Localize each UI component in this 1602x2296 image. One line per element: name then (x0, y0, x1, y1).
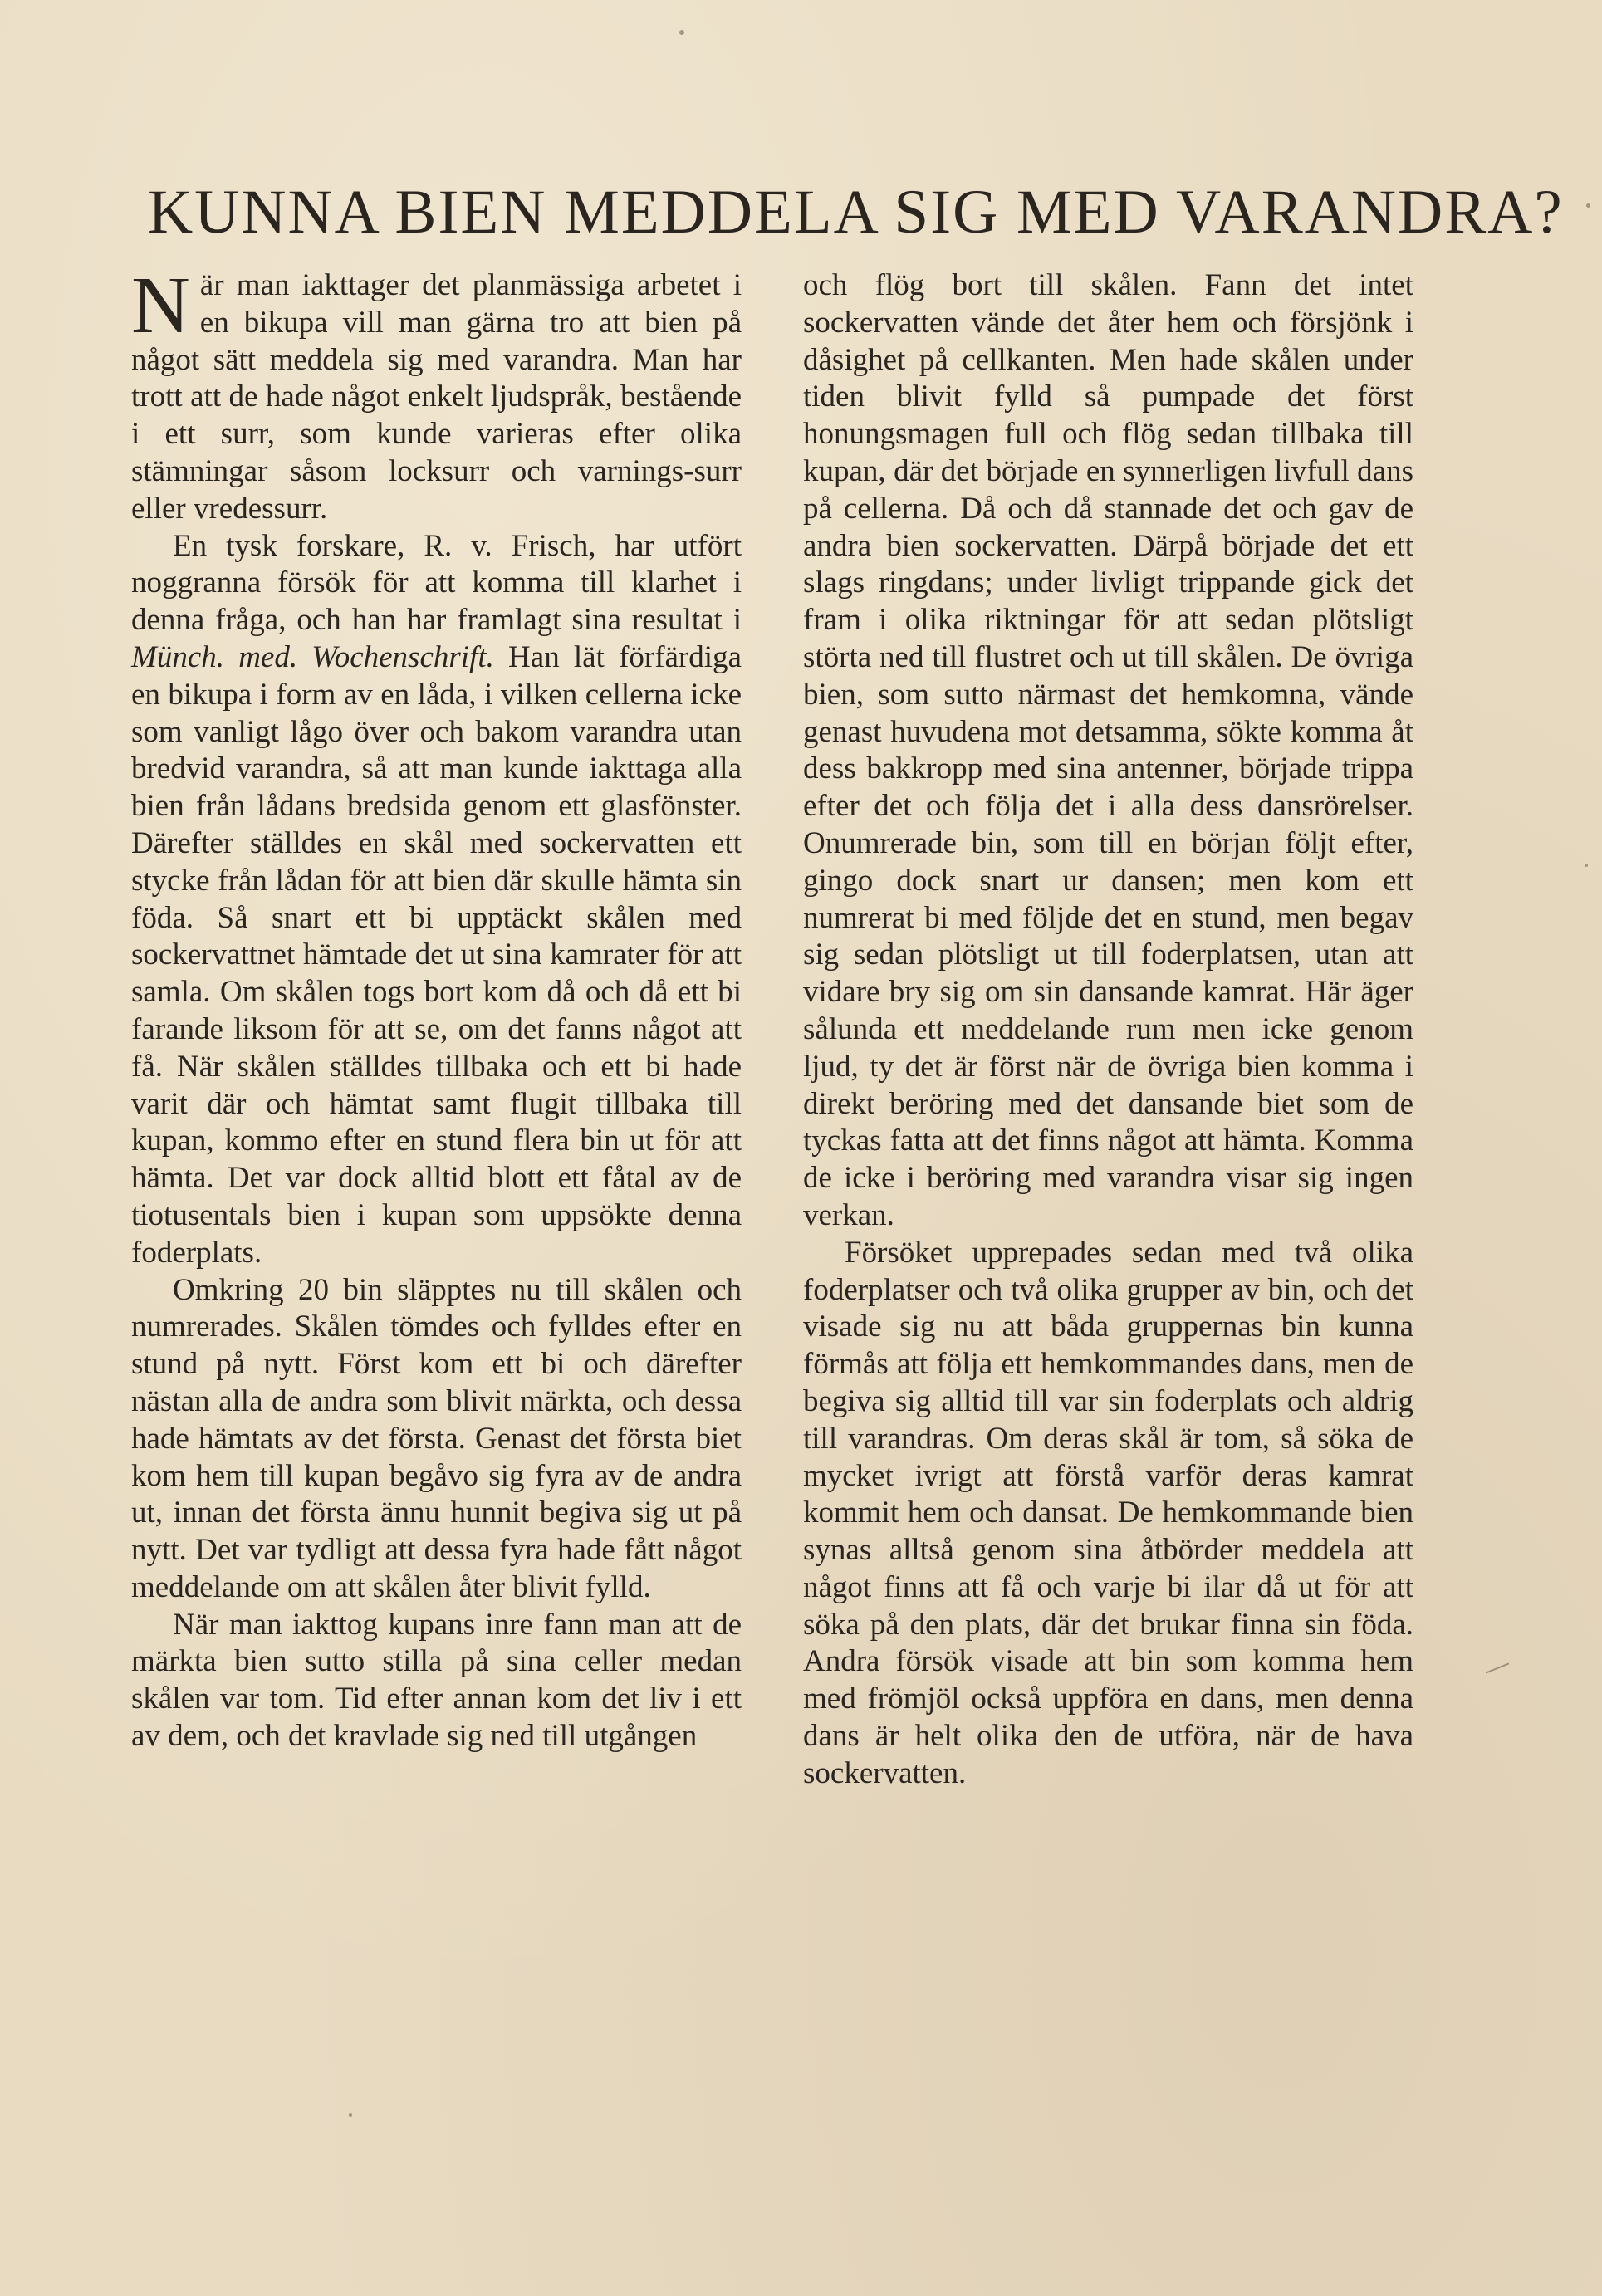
paragraph-5: och flög bort till skålen. Fann det intet sockervatten vände det åter hem och försjönk i dåsighet på cellkanten. Men hade skålen under tiden blivit fylld så pumpade det först honungsmagen full och flög sedan tillbaka till kupan, där det började en synnerligen livfull dans på cellerna. Då och då stannade det och gav de andra bien sockervatten. Därpå började det ett slags ringdans; under livligt trippande gick det fram i olika riktningar för att sedan plötsligt störta ned till flustret och ut till skålen. De övriga bien, som sutto närmast det hemkomna, vände genast huvudena mot detsamma, sökte komma åt dess bakkropp med sina antenner, började trippa efter det och följa det i alla dess dansrörelser. Onumrerade bin, som till en början följt efter, gingo dock snart ur dansen; men kom ett numrerat bi med följde det en stund, men begav sig sedan plötsligt ut till foderplatsen, utan att vidare bry sig om sin dansande kamrat. Här äger sålunda ett meddelande rum men icke genom ljud, ty det är först när de övriga bien komma i direkt beröring med det dansande biet som de tyckas fatta att det finns något att hämta. Komma de icke i beröring med varandra visar sig ingen verkan. (803, 268, 1413, 1232)
pencil-mark (1486, 1662, 1510, 1673)
drop-cap: N (131, 261, 190, 350)
paper-speck (679, 30, 684, 35)
paragraph-2 (131, 528, 742, 1272)
paragraph-2-text-b: Han lät förfärdiga en bikupa i form av en låda, i vilken cellerna icke som vanligt lågo över och bakom varandra utan bredvid varandra, så att man kunde iakttaga alla bien från lådans bredsida genom ett glasfönster. Därefter ställdes en skål med sockervatten ett stycke från lådan för att bien där skulle hämta sin föda. Så snart ett bi upptäckt skålen med sockervattnet hämtade det ut sina kamrater för att samla. Om skålen togs bort kom då och då ett bi farande liksom för att se, om det fanns något att få. När skålen ställdes tillbaka och ett bi hade varit där och hämtat samt flugit tillbaka till kupan, kommo efter en stund flera bin ut för att hämta. Det var dock alltid blott ett fåtal av de tiotusentals bien i kupan som uppsökte denna foderplats. (131, 639, 742, 1270)
paragraph-6: Försöket upprepades sedan med två olika foderplatser och två olika grupper av bin, och det visade sig nu att båda gruppernas bin kunna förmås att följa ett hemkommandes dans, men de begiva sig alltid till var sin foderplats och aldrig till varandras. Om deras skål är tom, så söka de mycket ivrigt att förstå varför deras kamrat kommit hem och dansat. De hemkommande bien synas alltså genom sina åtbörder meddela att något finns att få och varje bi ilar då ut för att söka på den plats, där det brukar finna sin föda. Andra försök visade att bin som komma hem med frömjöl också uppföra en dans, men denna dans är helt olika den de utföra, när de hava sockervatten. (803, 1235, 1413, 1790)
article-title: KUNNA BIEN MEDDELA SIG MED VARANDRA? (148, 178, 1564, 247)
paper-speck (349, 2113, 352, 2117)
paragraph-4: När man iakttog kupans inre fann man att de märkta bien sutto stilla på sina celler medan skålen var tom. Tid efter annan kom det liv i ett av dem, och det kravlade sig ned till utgången (131, 1607, 742, 1754)
paper-speck (1586, 203, 1590, 208)
paragraph-3: Omkring 20 bin släpptes nu till skålen och numrerades. Skålen tömdes och fylldes efter en stund på nytt. Först kom ett bi och därefter nästan alla de andra som blivit märkta, och dessa hade hämtats av det första. Genast det första biet kom hem till kupan begåvo sig fyra av de andra ut, innan det första ännu hunnit begiva sig ut på nytt. Det var tydligt att dessa fyra hade fått något meddelande om att skålen åter blivit fylld. (131, 1272, 742, 1604)
left-column (131, 261, 742, 1755)
paragraph-1 (131, 261, 742, 528)
paragraph-1-text: är man iakttager det planmässiga arbetet i en bikupa vill man gärna tro att bien på något sätt meddela sig med varandra. Man har trott att de hade något enkelt ljudspråk, bestående i ett surr, som kunde varieras efter olika stämningar såsom locksurr och varnings-surr eller vredessurr. (131, 268, 742, 526)
paper-speck (1585, 864, 1588, 867)
paragraph-2-text-a: En tysk forskare, R. v. Frisch, har utfört noggranna försök för att komma till klarhet i denna fråga, och han har framlagt sina resultat i (131, 528, 742, 638)
right-column (803, 267, 1413, 1793)
citation: Münch. med. Wochenschrift. (131, 639, 494, 674)
